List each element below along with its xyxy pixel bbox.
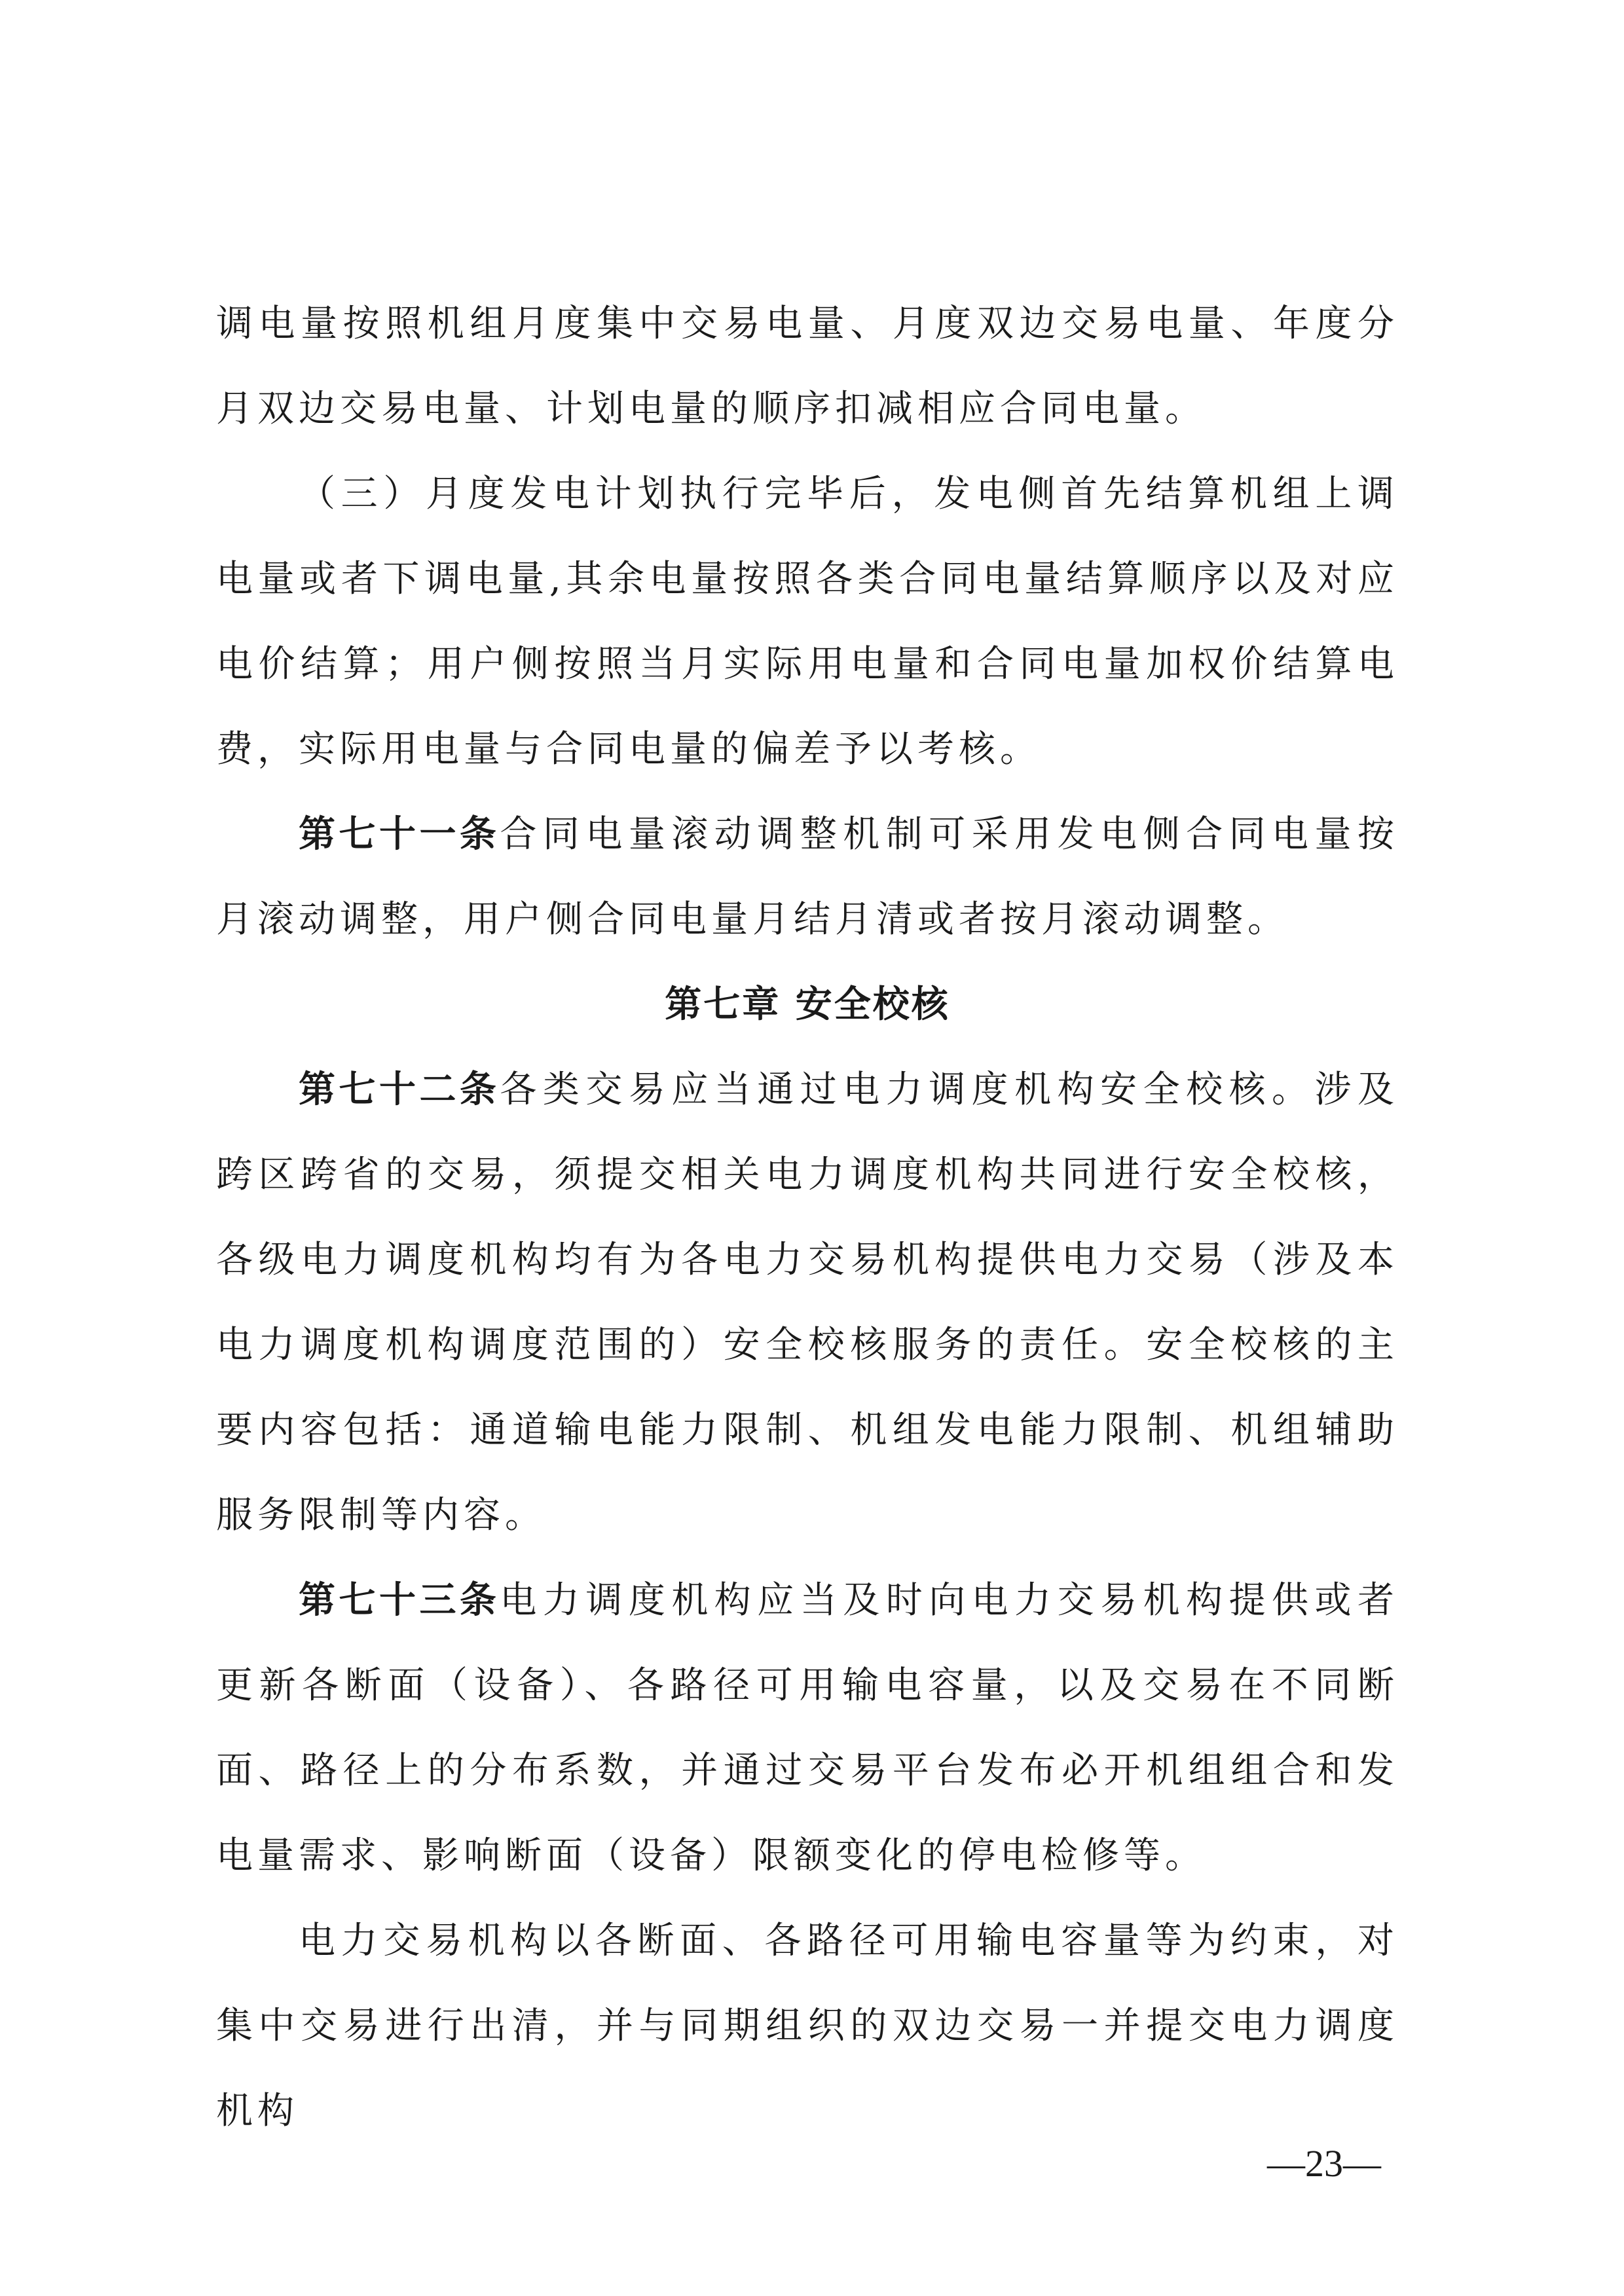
article-72-label: 第七十二条: [299, 1068, 500, 1111]
page-number: —23—: [1267, 2142, 1381, 2185]
document-body: [216, 282, 1399, 2154]
article-72-text: 各类交易应当通过电力调度机构安全校核。涉及跨区跨省的交易，须提交相关电力调度机构共同进行安全校核，各级电力调度机构均有为各电力交易机构提供电力交易（涉及本电力调度机构调度范围的）安全校核服务的责任。安全校核的主要内容包括：通道输电能力限制、机组发电能力限制、机组辅助服务限制等内容。: [216, 1068, 1399, 1537]
article-72: [216, 1048, 1399, 1558]
chapter-heading: 第七章 安全校核: [665, 983, 950, 1026]
article-73-label: 第七十三条: [299, 1579, 500, 1622]
article-73: [216, 1558, 1399, 1899]
paragraph-trading-constraints: 电力交易机构以各断面、各路径可用输电容量等为约束，对集中交易进行出清，并与同期组织的双边交易一并提交电力调度机构: [216, 1920, 1399, 2132]
paragraph-item-three: （三）月度发电计划执行完毕后，发电侧首先结算机组上调电量或者下调电量,其余电量按照各类合同电量结算顺序以及对应电价结算；用户侧按照当月实际用电量和合同电量加权价结算电费，实际用电量与合同电量的偏差予以考核。: [216, 473, 1399, 771]
article-71-text: 合同电量滚动调整机制可采用发电侧合同电量按月滚动调整，用户侧合同电量月结月清或者按月滚动调整。: [216, 813, 1399, 941]
article-73-text: 电力调度机构应当及时向电力交易机构提供或者更新各断面（设备）、各路径可用输电容量，以及交易在不同断面、路径上的分布系数，并通过交易平台发布必开机组组合和发电量需求、影响断面（设备）限额变化的停电检修等。: [216, 1579, 1399, 1877]
article-71: [216, 792, 1399, 962]
article-71-label: 第七十一条: [299, 813, 500, 856]
paragraph-continuation: 调电量按照机组月度集中交易电量、月度双边交易电量、年度分月双边交易电量、计划电量的顺序扣减相应合同电量。: [216, 302, 1399, 430]
